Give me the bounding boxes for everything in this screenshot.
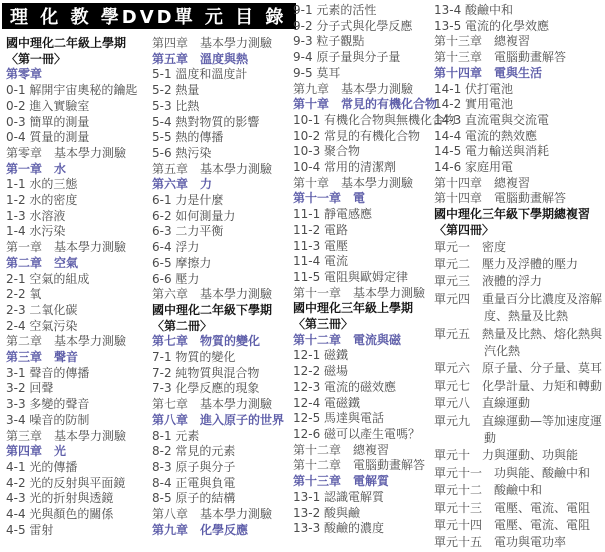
toc-chapter-heading: 第十章 常見的有機化合物: [293, 97, 438, 112]
toc-lesson-entry: 0-2 進入實驗室: [6, 98, 90, 113]
toc-lesson-entry: 5-3 比熱: [152, 98, 200, 113]
toc-lesson-entry: 7-1 物質的變化: [152, 350, 236, 365]
toc-lesson-entry: 10-2 常見的有機化合物: [293, 128, 421, 143]
toc-lesson-entry: 8-5 原子的結構: [152, 491, 236, 506]
toc-chapter-heading: 第六章 力: [152, 177, 213, 192]
toc-lesson-entry: 5-5 熱的傳播: [152, 130, 224, 145]
toc-review-entry: 第六章 基本學力測驗: [152, 287, 273, 302]
toc-lesson-entry: 0-4 質量的測量: [6, 130, 90, 145]
toc-semester-heading: 〈第一冊〉: [6, 51, 67, 66]
toc-semester-heading: 國中理化二年級下學期: [152, 302, 273, 317]
toc-unit-entry: 單元七 化學計量、力矩和轉動: [434, 378, 603, 393]
toc-lesson-entry: 2-3 二氧化碳: [6, 302, 78, 317]
toc-lesson-entry: 8-2 常見的元素: [152, 444, 236, 459]
toc-lesson-entry: 12-4 電磁鐵: [293, 395, 361, 410]
toc-chapter-heading: 第十三章 電解質: [293, 474, 390, 489]
toc-unit-entry: 單元四 重量百分比濃度及溶解度、熱量及比熱: [434, 291, 603, 324]
toc-lesson-entry: 14-6 家庭用電: [434, 160, 514, 175]
toc-lesson-entry: 4-5 雷射: [6, 522, 54, 537]
toc-lesson-entry: 0-1 解開宇宙奧秘的鑰匙: [6, 83, 138, 98]
toc-lesson-entry: 9-3 粒子觀點: [293, 34, 365, 49]
toc-review-entry: 第三章 基本學力測驗: [6, 428, 127, 443]
toc-lesson-entry: 3-1 聲音的傳播: [6, 365, 90, 380]
toc-column-2: [152, 36, 290, 539]
toc-lesson-entry: 2-1 空氣的組成: [6, 271, 90, 286]
toc-chapter-heading: 第一章 水: [6, 161, 67, 176]
toc-chapter-heading: 第三章 聲音: [6, 350, 79, 365]
toc-chapter-heading: 第十二章 電流與磁: [293, 332, 402, 347]
toc-unit-entry: 單元十一 功與能、酸鹼中和: [434, 465, 591, 480]
toc-lesson-entry: 9-4 原子量與分子量: [293, 50, 401, 65]
toc-semester-heading: 國中理化二年級上學期: [6, 36, 127, 50]
toc-lesson-entry: 4-1 光的傳播: [6, 459, 78, 474]
toc-lesson-entry: 11-1 靜電感應: [293, 207, 373, 222]
toc-lesson-entry: 12-3 電流的磁效應: [293, 379, 397, 394]
toc-lesson-entry: 5-1 溫度和溫度計: [152, 67, 248, 82]
toc-semester-heading: 國中理化三年級下學期總複習: [434, 207, 591, 222]
toc-review-entry: 第十四章 總複習: [434, 175, 531, 190]
toc-lesson-entry: 9-2 分子式與化學反應: [293, 18, 413, 33]
toc-lesson-entry: 6-5 摩擦力: [152, 255, 212, 270]
toc-lesson-entry: 10-1 有機化合物與無機化合物: [293, 112, 457, 127]
toc-lesson-entry: 3-2 回聲: [6, 381, 54, 396]
toc-unit-entry: 單元三 液體的浮力: [434, 274, 543, 289]
toc-unit-entry: 單元十三 電壓、電流、電阻: [434, 500, 591, 515]
toc-lesson-entry: 5-4 熱對物質的影響: [152, 114, 260, 129]
toc-chapter-heading: 第七章 物質的變化: [152, 334, 261, 349]
toc-lesson-entry: 3-3 多變的聲音: [6, 397, 90, 412]
toc-column-4: [434, 3, 602, 552]
toc-lesson-entry: 12-5 馬達與電話: [293, 411, 385, 426]
toc-lesson-entry: 7-2 純物質與混合物: [152, 365, 260, 380]
page-title: 理 化 教 學DVD單 元 目 錄: [2, 3, 296, 29]
toc-review-entry: 第二章 基本學力測驗: [6, 334, 127, 349]
toc-lesson-entry: 14-5 電力輸送與消耗: [434, 144, 550, 159]
toc-column-1: [6, 36, 148, 539]
toc-unit-entry: 單元一 密度: [434, 239, 507, 254]
toc-chapter-heading: 第十四章 電與生活: [434, 65, 543, 80]
toc-lesson-entry: 4-4 光與顏色的關係: [6, 507, 114, 522]
toc-review-entry: 第十章 基本學力測驗: [293, 175, 414, 190]
toc-lesson-entry: 12-6 磁可以產生電嗎？: [293, 426, 421, 441]
toc-unit-entry: 單元十二 酸鹼中和: [434, 483, 543, 498]
toc-lesson-entry: 13-5 電流的化學效應: [434, 18, 550, 33]
toc-lesson-entry: 6-2 如何測量力: [152, 208, 236, 223]
toc-review-entry: 第十二章 電腦動畫解答: [293, 458, 426, 473]
toc-semester-heading: 〈第四冊〉: [434, 222, 495, 237]
toc-lesson-entry: 5-6 熱污染: [152, 145, 212, 160]
toc-lesson-entry: 11-5 電阻與歐姆定律: [293, 269, 409, 284]
toc-lesson-entry: 3-4 噪音的防制: [6, 412, 90, 427]
toc-review-entry: 第零章 基本學力測驗: [6, 145, 127, 160]
toc-lesson-entry: 11-3 電壓: [293, 238, 349, 253]
toc-review-entry: 第十四章 電腦動畫解答: [434, 191, 567, 206]
toc-lesson-entry: 7-3 化學反應的現象: [152, 381, 260, 396]
toc-lesson-entry: 4-3 光的折射與透鏡: [6, 491, 114, 506]
toc-lesson-entry: 6-4 浮力: [152, 240, 200, 255]
toc-semester-heading: 〈第三冊〉: [293, 317, 354, 332]
toc-lesson-entry: 1-3 水溶液: [6, 208, 66, 223]
toc-unit-entry: 單元十四 電壓、電流、電阻: [434, 518, 591, 533]
toc-lesson-entry: 13-3 酸鹼的濃度: [293, 521, 385, 536]
toc-unit-entry: 單元十五 電功與電功率: [434, 535, 567, 550]
toc-lesson-entry: 1-2 水的密度: [6, 193, 78, 208]
toc-chapter-heading: 第八章 進入原子的世界: [152, 412, 285, 427]
toc-lesson-entry: 6-3 二力平衡: [152, 224, 224, 239]
toc-chapter-heading: 第十一章 電: [293, 191, 366, 206]
toc-lesson-entry: 14-3 直流電與交流電: [434, 112, 550, 127]
toc-lesson-entry: 10-4 常用的清潔劑: [293, 160, 397, 175]
toc-lesson-entry: 5-2 熱量: [152, 83, 200, 98]
toc-semester-heading: 國中理化三年級上學期: [293, 301, 414, 316]
toc-review-entry: 第十三章 總複習: [434, 34, 531, 49]
toc-review-entry: 第十一章 基本學力測驗: [293, 285, 426, 300]
toc-chapter-heading: 第九章 化學反應: [152, 522, 249, 537]
toc-lesson-entry: 2-4 空氣污染: [6, 318, 78, 333]
toc-lesson-entry: 13-2 酸與鹼: [293, 505, 361, 520]
toc-lesson-entry: 14-1 伏打電池: [434, 81, 514, 96]
toc-review-entry: 第十三章 電腦動畫解答: [434, 50, 567, 65]
toc-lesson-entry: 13-4 酸鹼中和: [434, 3, 514, 17]
toc-chapter-heading: 第二章 空氣: [6, 255, 79, 270]
toc-unit-entry: 單元十 力與運動、功與能: [434, 448, 579, 463]
toc-semester-heading: 〈第二冊〉: [152, 318, 213, 333]
toc-lesson-entry: 1-4 水污染: [6, 224, 66, 239]
toc-lesson-entry: 2-2 氧: [6, 287, 42, 302]
toc-lesson-entry: 4-2 光的反射與平面鏡: [6, 475, 126, 490]
toc-review-entry: 第四章 基本學力測驗: [152, 36, 273, 50]
toc-lesson-entry: 0-3 簡單的測量: [6, 114, 90, 129]
toc-review-entry: 第八章 基本學力測驗: [152, 507, 273, 522]
toc-lesson-entry: 6-6 壓力: [152, 271, 200, 286]
toc-lesson-entry: 6-1 力是什麼: [152, 193, 224, 208]
toc-lesson-entry: 8-1 元素: [152, 428, 200, 443]
toc-review-entry: 第七章 基本學力測驗: [152, 397, 273, 412]
toc-lesson-entry: 12-1 磁鐵: [293, 348, 349, 363]
toc-lesson-entry: 8-3 原子與分子: [152, 459, 236, 474]
toc-lesson-entry: 12-2 磁場: [293, 364, 349, 379]
toc-lesson-entry: 13-1 認識電解質: [293, 489, 385, 504]
toc-column-3: [293, 3, 457, 537]
toc-unit-entry: 單元五 熱量及比熱、熔化熱與汽化熱: [434, 326, 603, 358]
toc-unit-entry: 單元九 直線運動—等加速度運動: [434, 413, 603, 446]
toc-review-entry: 第九章 基本學力測驗: [293, 81, 414, 96]
toc-review-entry: 第十二章 總複習: [293, 442, 390, 457]
toc-unit-entry: 單元六 原子量、分子量、莫耳: [434, 361, 603, 376]
toc-chapter-heading: 第五章 溫度與熱: [152, 51, 249, 66]
toc-lesson-entry: 9-5 莫耳: [293, 65, 341, 80]
toc-unit-entry: 單元八 直線運動: [434, 396, 531, 411]
toc-lesson-entry: 9-1 元素的活性: [293, 3, 377, 17]
toc-chapter-heading: 第四章 光: [6, 444, 67, 459]
toc-lesson-entry: 11-4 電流: [293, 254, 349, 269]
toc-chapter-heading: 第零章: [6, 67, 43, 82]
toc-lesson-entry: 10-3 聚合物: [293, 144, 361, 159]
toc-lesson-entry: 1-1 水的三態: [6, 177, 78, 192]
toc-lesson-entry: 8-4 正電與負電: [152, 475, 236, 490]
toc-review-entry: 第五章 基本學力測驗: [152, 161, 273, 176]
toc-review-entry: 第一章 基本學力測驗: [6, 240, 127, 255]
toc-lesson-entry: 14-2 實用電池: [434, 97, 514, 112]
toc-unit-entry: 單元二 壓力及浮體的壓力: [434, 256, 579, 271]
toc-lesson-entry: 11-2 電路: [293, 222, 349, 237]
toc-lesson-entry: 14-4 電流的熱效應: [434, 128, 538, 143]
